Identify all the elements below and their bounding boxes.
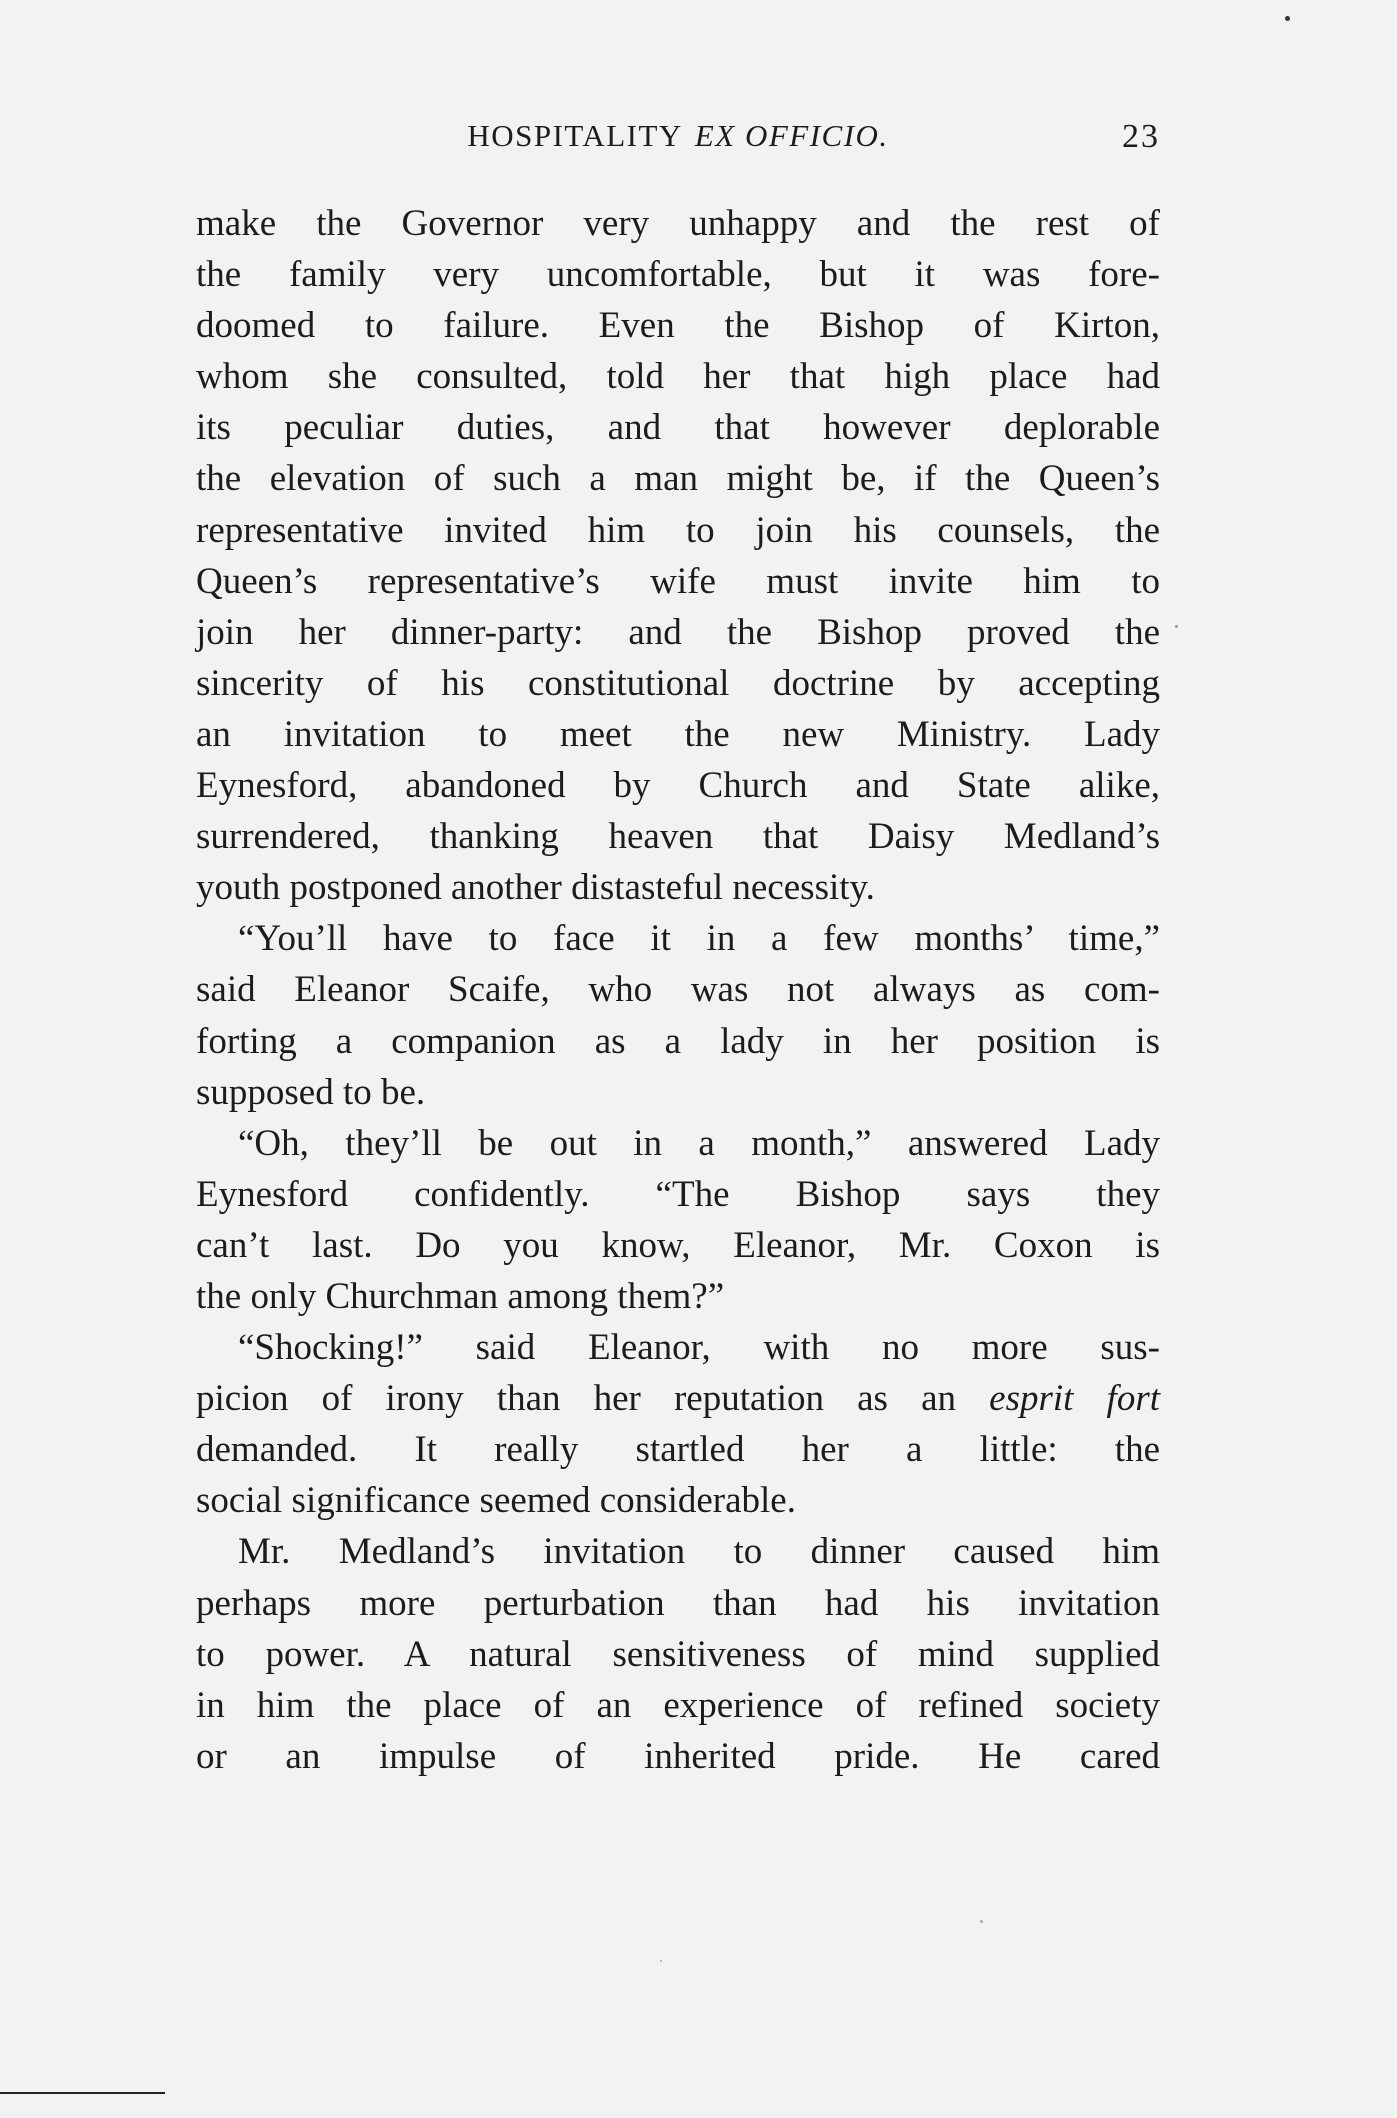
- text-line: Mr. Medland’s invitation to dinner caused him: [238, 1531, 1160, 1573]
- ink-speck: [1285, 16, 1290, 21]
- text-line: the family very uncomfortable, but it was fore-: [196, 254, 1160, 296]
- running-head: [196, 118, 1160, 154]
- text-line: representative invited him to join his counsels, the: [196, 509, 1160, 551]
- text-line: join her dinner-party: and the Bishop proved the: [196, 611, 1160, 653]
- ink-speck: [660, 1960, 662, 1962]
- running-head-title: HOSPITALITY: [467, 118, 683, 153]
- text-line: its peculiar duties, and that however deplorable: [196, 407, 1160, 449]
- text-line: Eynesford confidently. “The Bishop says they: [196, 1173, 1160, 1215]
- text-line: Eynesford, abandoned by Church and State alike,: [196, 765, 1160, 807]
- bottom-rule: [0, 2092, 165, 2094]
- text-line: Queen’s representative’s wife must invite him to: [196, 560, 1160, 602]
- ink-speck: [1175, 625, 1178, 628]
- body-text: [196, 198, 1160, 1782]
- text-line: “Oh, they’ll be out in a month,” answered Lady: [238, 1122, 1160, 1164]
- text-line-roman: picion of irony than her reputation as an: [196, 1378, 956, 1420]
- text-line: whom she consulted, told her that high place had: [196, 356, 1160, 398]
- text-line: the elevation of such a man might be, if the Queen’s: [196, 458, 1160, 500]
- text-line: the only Churchman among them?”: [196, 1275, 725, 1317]
- text-line: perhaps more perturbation than had his invitation: [196, 1582, 1160, 1624]
- text-line: an invitation to meet the new Ministry. Lady: [196, 713, 1160, 755]
- text-line: “Shocking!” said Eleanor, with no more sus-: [238, 1327, 1160, 1369]
- text-line: “You’ll have to face it in a few months’ time,”: [238, 918, 1160, 960]
- running-head-italic: EX OFFICIO.: [694, 118, 889, 153]
- text-line: surrendered, thanking heaven that Daisy Medland’s: [196, 816, 1160, 858]
- text-line: in him the place of an experience of refined society: [196, 1684, 1160, 1726]
- page-header: [196, 118, 1160, 168]
- text-line: can’t last. Do you know, Eleanor, Mr. Coxon is: [196, 1224, 1160, 1266]
- text-line-with-italic: [196, 1373, 1160, 1424]
- page-number: 23: [1122, 118, 1160, 155]
- text-line: social significance seemed considerable.: [196, 1480, 796, 1522]
- text-line: supposed to be.: [196, 1071, 426, 1113]
- text-line: or an impulse of inherited pride. He cared: [196, 1735, 1160, 1777]
- ink-speck: [980, 1920, 983, 1923]
- text-line: demanded. It really startled her a little: the: [196, 1429, 1160, 1471]
- text-line: sincerity of his constitutional doctrine by accepting: [196, 662, 1160, 704]
- text-line: forting a companion as a lady in her position is: [196, 1020, 1160, 1062]
- text-line: doomed to failure. Even the Bishop of Kirton,: [196, 305, 1160, 347]
- text-line: to power. A natural sensitiveness of mind supplied: [196, 1633, 1160, 1675]
- text-line: youth postponed another distasteful necessity.: [196, 867, 875, 909]
- italic-phrase: esprit fort: [989, 1378, 1161, 1420]
- text-line: make the Governor very unhappy and the rest of: [196, 203, 1160, 244]
- text-line: said Eleanor Scaife, who was not always as com-: [196, 969, 1160, 1011]
